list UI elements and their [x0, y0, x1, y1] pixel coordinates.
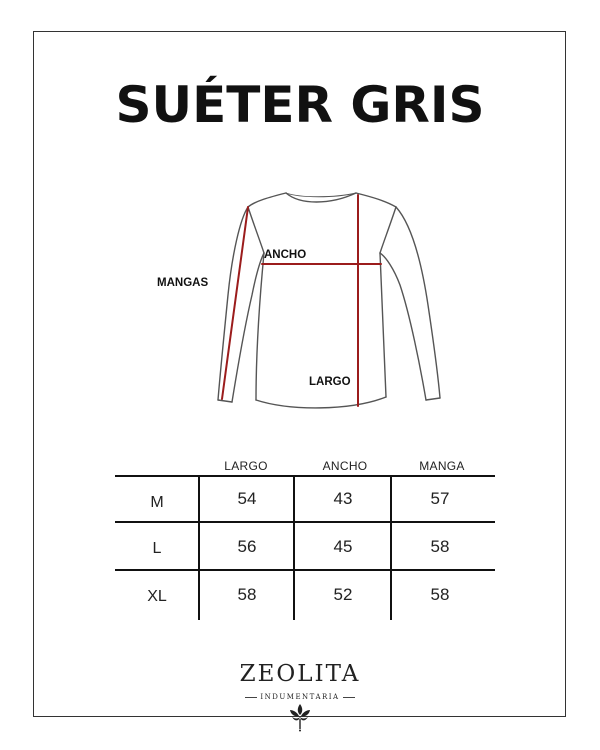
table-rule	[115, 475, 495, 477]
iris-flower-icon	[287, 702, 313, 732]
page-title: SUÉTER GRIS	[115, 76, 485, 134]
brand-tagline: INDUMENTARIA	[260, 693, 340, 701]
table-cell: 58	[430, 537, 450, 556]
table-cell: 45	[333, 537, 353, 556]
row-size-label: XL	[147, 588, 167, 605]
header-largo: LARGO	[224, 459, 268, 473]
brand-tagline-row	[0, 693, 600, 701]
table-cell: 54	[237, 489, 257, 508]
mangas-label: MANGAS	[157, 277, 209, 289]
table-cell: 58	[237, 585, 257, 604]
header-manga: MANGA	[419, 459, 465, 473]
table-rule	[115, 569, 495, 571]
table-cell: 52	[333, 585, 353, 604]
ancho-label: ANCHO	[264, 249, 307, 261]
header-ancho: ANCHO	[322, 459, 368, 473]
table-rule	[115, 521, 495, 523]
divider	[245, 697, 257, 698]
largo-label: LARGO	[309, 376, 351, 388]
row-size-label: M	[150, 494, 164, 511]
table-cell: 57	[430, 489, 450, 508]
brand-name: ZEOLITA	[239, 661, 361, 687]
table-cell: 58	[430, 585, 450, 604]
table-cell: 56	[237, 537, 257, 556]
divider	[343, 697, 355, 698]
table-cell: 43	[333, 489, 353, 508]
row-size-label: L	[152, 540, 162, 557]
